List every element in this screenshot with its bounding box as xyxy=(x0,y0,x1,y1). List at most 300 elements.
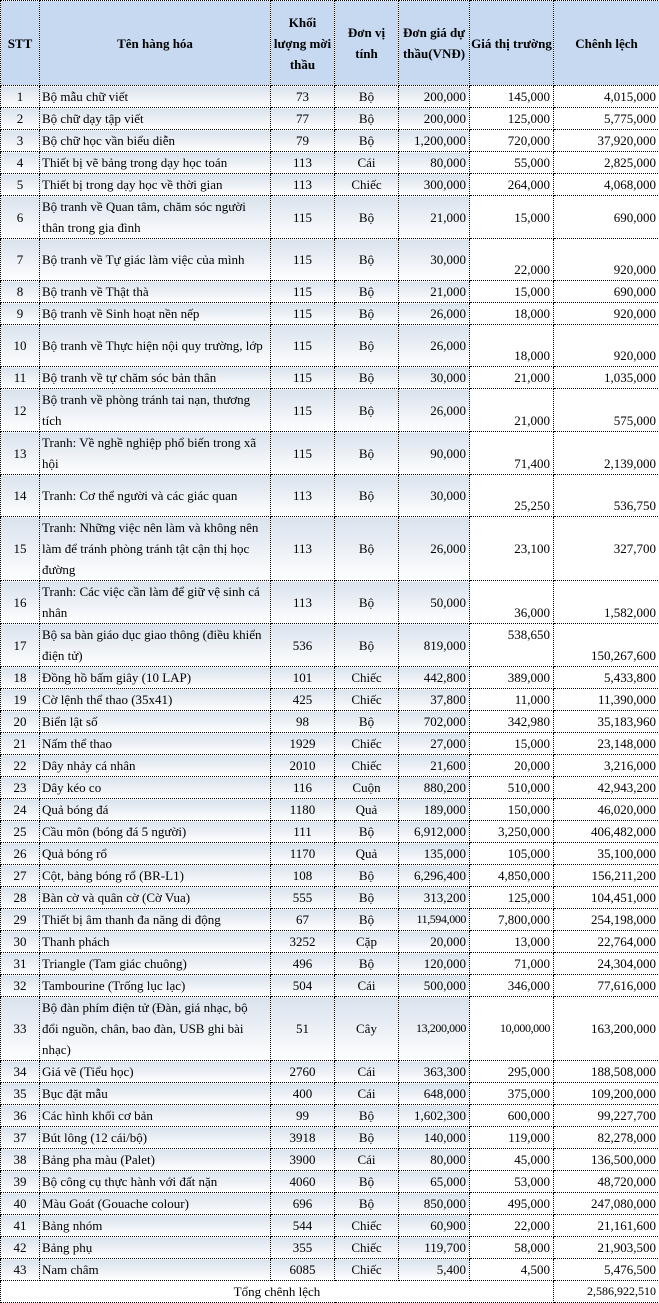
row-unit: Chiếc xyxy=(335,755,399,777)
row-qty: 113 xyxy=(271,152,335,174)
table-row xyxy=(1,152,659,174)
row-qty: 113 xyxy=(271,174,335,196)
row-market: 21,000 xyxy=(470,367,554,389)
row-stt: 32 xyxy=(1,975,40,997)
row-unit: Cái xyxy=(335,152,399,174)
row-name: Bộ tranh về Thực hiện nội quy trường, lớp xyxy=(40,325,271,367)
header-qty: Khối lượng mời thầu xyxy=(271,1,335,86)
row-name: Bộ công cụ thực hành với đất nặn xyxy=(40,1171,271,1193)
row-diff: 327,700 xyxy=(554,517,659,581)
row-qty: 1180 xyxy=(271,799,335,821)
row-price: 90,000 xyxy=(399,432,470,475)
row-name: Dây kéo co xyxy=(40,777,271,799)
row-market: 7,800,000 xyxy=(470,909,554,931)
row-price: 30,000 xyxy=(399,475,470,517)
row-market: 125,000 xyxy=(470,887,554,909)
table-row xyxy=(1,389,659,432)
row-diff: 920,000 xyxy=(554,303,659,325)
row-unit: Cái xyxy=(335,975,399,997)
row-price: 37,800 xyxy=(399,689,470,711)
row-stt: 41 xyxy=(1,1215,40,1237)
row-name: Quả bóng rổ xyxy=(40,843,271,865)
row-market: 71,400 xyxy=(470,432,554,475)
row-stt: 42 xyxy=(1,1237,40,1259)
row-name: Các hình khối cơ bản xyxy=(40,1105,271,1127)
row-unit: Cái xyxy=(335,1061,399,1083)
row-qty: 115 xyxy=(271,281,335,303)
row-stt: 27 xyxy=(1,865,40,887)
row-market: 13,000 xyxy=(470,931,554,953)
row-diff: 104,451,000 xyxy=(554,887,659,909)
row-qty: 115 xyxy=(271,325,335,367)
row-unit: Bộ xyxy=(335,130,399,152)
row-unit: Bộ xyxy=(335,711,399,733)
row-diff: 536,750 xyxy=(554,475,659,517)
row-qty: 101 xyxy=(271,667,335,689)
row-diff: 5,433,800 xyxy=(554,667,659,689)
row-price: 21,600 xyxy=(399,755,470,777)
row-market: 20,000 xyxy=(470,755,554,777)
row-market: 342,980 xyxy=(470,711,554,733)
row-name: Giá vẽ (Tiểu học) xyxy=(40,1061,271,1083)
row-unit: Bộ xyxy=(335,887,399,909)
row-stt: 11 xyxy=(1,367,40,389)
row-price: 819,000 xyxy=(399,624,470,667)
row-market: 720,000 xyxy=(470,130,554,152)
table-row xyxy=(1,325,659,367)
row-stt: 13 xyxy=(1,432,40,475)
row-qty: 3252 xyxy=(271,931,335,953)
row-price: 11,594,000 xyxy=(399,909,470,931)
row-qty: 116 xyxy=(271,777,335,799)
row-stt: 2 xyxy=(1,108,40,130)
row-stt: 36 xyxy=(1,1105,40,1127)
row-unit: Bộ xyxy=(335,86,399,108)
row-diff: 42,943,200 xyxy=(554,777,659,799)
row-qty: 544 xyxy=(271,1215,335,1237)
row-diff: 406,482,000 xyxy=(554,821,659,843)
row-unit: Bộ xyxy=(335,517,399,581)
row-stt: 26 xyxy=(1,843,40,865)
row-price: 30,000 xyxy=(399,239,470,281)
table-row xyxy=(1,281,659,303)
row-stt: 6 xyxy=(1,196,40,239)
row-unit: Bộ xyxy=(335,953,399,975)
row-name: Bộ mẫu chữ viết xyxy=(40,86,271,108)
row-name: Bàn cờ và quân cờ (Cờ Vua) xyxy=(40,887,271,909)
table-row xyxy=(1,1193,659,1215)
row-stt: 7 xyxy=(1,239,40,281)
row-diff: 35,100,000 xyxy=(554,843,659,865)
row-stt: 12 xyxy=(1,389,40,432)
row-unit: Bộ xyxy=(335,281,399,303)
row-qty: 51 xyxy=(271,997,335,1061)
row-market: 45,000 xyxy=(470,1149,554,1171)
row-unit: Bộ xyxy=(335,367,399,389)
row-qty: 2010 xyxy=(271,755,335,777)
row-diff: 82,278,000 xyxy=(554,1127,659,1149)
table-row xyxy=(1,997,659,1061)
table-row xyxy=(1,517,659,581)
row-stt: 39 xyxy=(1,1171,40,1193)
table-row xyxy=(1,196,659,239)
row-unit: Bộ xyxy=(335,239,399,281)
row-price: 1,602,300 xyxy=(399,1105,470,1127)
row-stt: 16 xyxy=(1,581,40,624)
row-diff: 163,200,000 xyxy=(554,997,659,1061)
row-name: Triangle (Tam giác chuông) xyxy=(40,953,271,975)
row-stt: 23 xyxy=(1,777,40,799)
row-unit: Bộ xyxy=(335,624,399,667)
row-stt: 40 xyxy=(1,1193,40,1215)
row-stt: 5 xyxy=(1,174,40,196)
row-name: Cột, bảng bóng rổ (BR-L1) xyxy=(40,865,271,887)
row-diff: 4,015,000 xyxy=(554,86,659,108)
table-row xyxy=(1,303,659,325)
row-qty: 536 xyxy=(271,624,335,667)
row-price: 80,000 xyxy=(399,1149,470,1171)
row-unit: Quả xyxy=(335,799,399,821)
table-row xyxy=(1,367,659,389)
row-qty: 400 xyxy=(271,1083,335,1105)
row-name: Thiết bị âm thanh đa năng di động xyxy=(40,909,271,931)
row-name: Biển lật số xyxy=(40,711,271,733)
row-unit: Quả xyxy=(335,843,399,865)
row-qty: 3918 xyxy=(271,1127,335,1149)
row-price: 648,000 xyxy=(399,1083,470,1105)
row-qty: 115 xyxy=(271,367,335,389)
table-row xyxy=(1,1215,659,1237)
row-price: 30,000 xyxy=(399,367,470,389)
row-diff: 254,198,000 xyxy=(554,909,659,931)
row-qty: 67 xyxy=(271,909,335,931)
row-stt: 20 xyxy=(1,711,40,733)
table-row xyxy=(1,475,659,517)
row-market: 600,000 xyxy=(470,1105,554,1127)
row-market: 58,000 xyxy=(470,1237,554,1259)
row-diff: 23,148,000 xyxy=(554,733,659,755)
row-unit: Bộ xyxy=(335,196,399,239)
row-name: Dây nhảy cá nhân xyxy=(40,755,271,777)
row-unit: Bộ xyxy=(335,108,399,130)
table-row xyxy=(1,86,659,108)
row-name: Thiết bị trong dạy học về thời gian xyxy=(40,174,271,196)
row-stt: 10 xyxy=(1,325,40,367)
row-price: 200,000 xyxy=(399,86,470,108)
row-diff: 1,582,000 xyxy=(554,581,659,624)
row-market: 22,000 xyxy=(470,239,554,281)
row-diff: 150,267,600 xyxy=(554,624,659,667)
row-diff: 21,903,500 xyxy=(554,1237,659,1259)
table-row xyxy=(1,1083,659,1105)
row-market: 71,000 xyxy=(470,953,554,975)
table-row xyxy=(1,1237,659,1259)
row-stt: 4 xyxy=(1,152,40,174)
row-unit: Bộ xyxy=(335,475,399,517)
row-market: 538,650 xyxy=(470,624,554,667)
row-qty: 6085 xyxy=(271,1259,335,1281)
row-unit: Bộ xyxy=(335,325,399,367)
row-diff: 2,139,000 xyxy=(554,432,659,475)
row-name: Nam châm xyxy=(40,1259,271,1281)
row-market: 22,000 xyxy=(470,1215,554,1237)
row-qty: 496 xyxy=(271,953,335,975)
row-stt: 17 xyxy=(1,624,40,667)
row-price: 313,200 xyxy=(399,887,470,909)
row-stt: 30 xyxy=(1,931,40,953)
row-price: 500,000 xyxy=(399,975,470,997)
row-market: 3,250,000 xyxy=(470,821,554,843)
row-diff: 920,000 xyxy=(554,325,659,367)
row-diff: 99,227,700 xyxy=(554,1105,659,1127)
row-unit: Cái xyxy=(335,1149,399,1171)
row-stt: 25 xyxy=(1,821,40,843)
row-price: 6,912,000 xyxy=(399,821,470,843)
row-diff: 247,080,000 xyxy=(554,1193,659,1215)
row-name: Quả bóng đá xyxy=(40,799,271,821)
row-diff: 690,000 xyxy=(554,281,659,303)
row-stt: 22 xyxy=(1,755,40,777)
row-unit: Bộ xyxy=(335,389,399,432)
row-stt: 19 xyxy=(1,689,40,711)
header-price: Đơn giá dự thầu(VNĐ) xyxy=(399,1,470,86)
row-market: 4,850,000 xyxy=(470,865,554,887)
row-qty: 1929 xyxy=(271,733,335,755)
row-diff: 24,304,000 xyxy=(554,953,659,975)
row-unit: Cặp xyxy=(335,931,399,953)
row-stt: 3 xyxy=(1,130,40,152)
row-qty: 555 xyxy=(271,887,335,909)
row-qty: 115 xyxy=(271,239,335,281)
table-row xyxy=(1,130,659,152)
row-name: Bộ chữ dạy tập viết xyxy=(40,108,271,130)
row-name: Bộ tranh về Tự giác làm việc của mình xyxy=(40,239,271,281)
row-qty: 2760 xyxy=(271,1061,335,1083)
row-market: 264,000 xyxy=(470,174,554,196)
row-qty: 115 xyxy=(271,303,335,325)
row-market: 23,100 xyxy=(470,517,554,581)
row-name: Bộ tranh về Thật thà xyxy=(40,281,271,303)
row-price: 13,200,000 xyxy=(399,997,470,1061)
row-name: Bộ đàn phím điện tử (Đàn, giá nhạc, bộ đổi nguồn, chân, bao đàn, USB ghi bài nhạc) xyxy=(40,997,271,1061)
row-market: 125,000 xyxy=(470,108,554,130)
row-market: 495,000 xyxy=(470,1193,554,1215)
row-price: 26,000 xyxy=(399,389,470,432)
row-diff: 575,000 xyxy=(554,389,659,432)
row-price: 20,000 xyxy=(399,931,470,953)
row-name: Bộ tranh về phòng tránh tai nạn, thương tích xyxy=(40,389,271,432)
row-price: 300,000 xyxy=(399,174,470,196)
table-row xyxy=(1,887,659,909)
table-row xyxy=(1,667,659,689)
total-value: 2,586,922,510 xyxy=(554,1281,659,1303)
table-row xyxy=(1,843,659,865)
row-stt: 9 xyxy=(1,303,40,325)
total-row xyxy=(1,1281,659,1303)
row-price: 119,700 xyxy=(399,1237,470,1259)
row-stt: 1 xyxy=(1,86,40,108)
row-stt: 33 xyxy=(1,997,40,1061)
header-name: Tên hàng hóa xyxy=(40,1,271,86)
row-price: 26,000 xyxy=(399,517,470,581)
row-price: 26,000 xyxy=(399,303,470,325)
row-qty: 4060 xyxy=(271,1171,335,1193)
row-diff: 21,161,600 xyxy=(554,1215,659,1237)
header-market: Giá thị trường xyxy=(470,1,554,86)
row-market: 18,000 xyxy=(470,303,554,325)
row-diff: 690,000 xyxy=(554,196,659,239)
row-name: Nấm thể thao xyxy=(40,733,271,755)
table-row xyxy=(1,432,659,475)
row-price: 21,000 xyxy=(399,196,470,239)
row-diff: 37,920,000 xyxy=(554,130,659,152)
table-row xyxy=(1,865,659,887)
row-price: 442,800 xyxy=(399,667,470,689)
row-diff: 11,390,000 xyxy=(554,689,659,711)
row-unit: Chiếc xyxy=(335,174,399,196)
row-name: Tranh: Những việc nên làm và không nên làm để tránh phòng tránh tật cận thị học đường xyxy=(40,517,271,581)
row-qty: 108 xyxy=(271,865,335,887)
row-diff: 920,000 xyxy=(554,239,659,281)
row-price: 26,000 xyxy=(399,325,470,367)
row-unit: Bộ xyxy=(335,821,399,843)
row-market: 145,000 xyxy=(470,86,554,108)
table-row xyxy=(1,821,659,843)
row-name: Tranh: Cơ thể người và các giác quan xyxy=(40,475,271,517)
row-stt: 29 xyxy=(1,909,40,931)
row-diff: 156,211,200 xyxy=(554,865,659,887)
table-row xyxy=(1,239,659,281)
row-market: 295,000 xyxy=(470,1061,554,1083)
row-name: Bộ tranh về Quan tâm, chăm sóc người thân trong gia đình xyxy=(40,196,271,239)
row-qty: 115 xyxy=(271,196,335,239)
row-qty: 355 xyxy=(271,1237,335,1259)
header-unit: Đơn vị tính xyxy=(335,1,399,86)
total-label: Tổng chênh lệch xyxy=(1,1281,554,1303)
row-price: 1,200,000 xyxy=(399,130,470,152)
row-diff: 46,020,000 xyxy=(554,799,659,821)
row-market: 18,000 xyxy=(470,325,554,367)
row-unit: Bộ xyxy=(335,1193,399,1215)
row-qty: 98 xyxy=(271,711,335,733)
row-price: 60,900 xyxy=(399,1215,470,1237)
header-diff: Chênh lệch xyxy=(554,1,659,86)
row-name: Cờ lệnh thể thao (35x41) xyxy=(40,689,271,711)
table-row xyxy=(1,1061,659,1083)
row-name: Tranh: Về nghề nghiệp phổ biến trong xã hội xyxy=(40,432,271,475)
row-unit: Cái xyxy=(335,1083,399,1105)
row-diff: 2,825,000 xyxy=(554,152,659,174)
row-price: 140,000 xyxy=(399,1127,470,1149)
row-stt: 24 xyxy=(1,799,40,821)
row-qty: 115 xyxy=(271,432,335,475)
row-price: 50,000 xyxy=(399,581,470,624)
row-diff: 5,775,000 xyxy=(554,108,659,130)
row-unit: Chiếc xyxy=(335,733,399,755)
row-name: Bộ sa bàn giáo dục giao thông (điều khiển điện tử) xyxy=(40,624,271,667)
row-qty: 113 xyxy=(271,581,335,624)
table-row xyxy=(1,174,659,196)
row-market: 510,000 xyxy=(470,777,554,799)
row-price: 850,000 xyxy=(399,1193,470,1215)
row-price: 189,000 xyxy=(399,799,470,821)
table-row xyxy=(1,1259,659,1281)
row-stt: 31 xyxy=(1,953,40,975)
row-qty: 504 xyxy=(271,975,335,997)
row-unit: Bộ xyxy=(335,432,399,475)
row-market: 346,000 xyxy=(470,975,554,997)
row-name: Cầu môn (bóng đá 5 người) xyxy=(40,821,271,843)
row-market: 150,000 xyxy=(470,799,554,821)
row-market: 25,250 xyxy=(470,475,554,517)
row-diff: 48,720,000 xyxy=(554,1171,659,1193)
row-diff: 3,216,000 xyxy=(554,755,659,777)
row-name: Tranh: Các việc cần làm để giữ vệ sinh cá nhân xyxy=(40,581,271,624)
table-row xyxy=(1,733,659,755)
row-unit: Chiếc xyxy=(335,1237,399,1259)
row-stt: 15 xyxy=(1,517,40,581)
row-stt: 35 xyxy=(1,1083,40,1105)
table-row xyxy=(1,975,659,997)
row-diff: 136,500,000 xyxy=(554,1149,659,1171)
table-row xyxy=(1,108,659,130)
row-market: 15,000 xyxy=(470,281,554,303)
row-stt: 43 xyxy=(1,1259,40,1281)
row-unit: Bộ xyxy=(335,1171,399,1193)
row-diff: 188,508,000 xyxy=(554,1061,659,1083)
row-stt: 34 xyxy=(1,1061,40,1083)
row-unit: Bộ xyxy=(335,581,399,624)
row-unit: Chiếc xyxy=(335,1215,399,1237)
row-market: 36,000 xyxy=(470,581,554,624)
row-market: 21,000 xyxy=(470,389,554,432)
row-qty: 113 xyxy=(271,517,335,581)
row-market: 105,000 xyxy=(470,843,554,865)
row-diff: 35,183,960 xyxy=(554,711,659,733)
row-diff: 77,616,000 xyxy=(554,975,659,997)
table-row xyxy=(1,581,659,624)
row-price: 120,000 xyxy=(399,953,470,975)
header-stt: STT xyxy=(1,1,40,86)
row-market: 10,000,000 xyxy=(470,997,554,1061)
row-name: Bảng phụ xyxy=(40,1237,271,1259)
row-market: 11,000 xyxy=(470,689,554,711)
row-unit: Bộ xyxy=(335,1127,399,1149)
row-diff: 109,200,000 xyxy=(554,1083,659,1105)
row-qty: 115 xyxy=(271,389,335,432)
row-price: 363,300 xyxy=(399,1061,470,1083)
table-row xyxy=(1,799,659,821)
row-qty: 3900 xyxy=(271,1149,335,1171)
row-qty: 696 xyxy=(271,1193,335,1215)
table-row xyxy=(1,1127,659,1149)
row-unit: Bộ xyxy=(335,865,399,887)
row-unit: Chiếc xyxy=(335,667,399,689)
row-name: Thiết bị vẽ bảng trong dạy học toán xyxy=(40,152,271,174)
row-unit: Chiếc xyxy=(335,1259,399,1281)
row-name: Bảng nhóm xyxy=(40,1215,271,1237)
table-row xyxy=(1,755,659,777)
row-stt: 18 xyxy=(1,667,40,689)
row-price: 80,000 xyxy=(399,152,470,174)
row-stt: 28 xyxy=(1,887,40,909)
row-name: Thanh phách xyxy=(40,931,271,953)
row-price: 200,000 xyxy=(399,108,470,130)
row-diff: 4,068,000 xyxy=(554,174,659,196)
table-row xyxy=(1,931,659,953)
row-price: 880,200 xyxy=(399,777,470,799)
row-unit: Bộ xyxy=(335,1105,399,1127)
